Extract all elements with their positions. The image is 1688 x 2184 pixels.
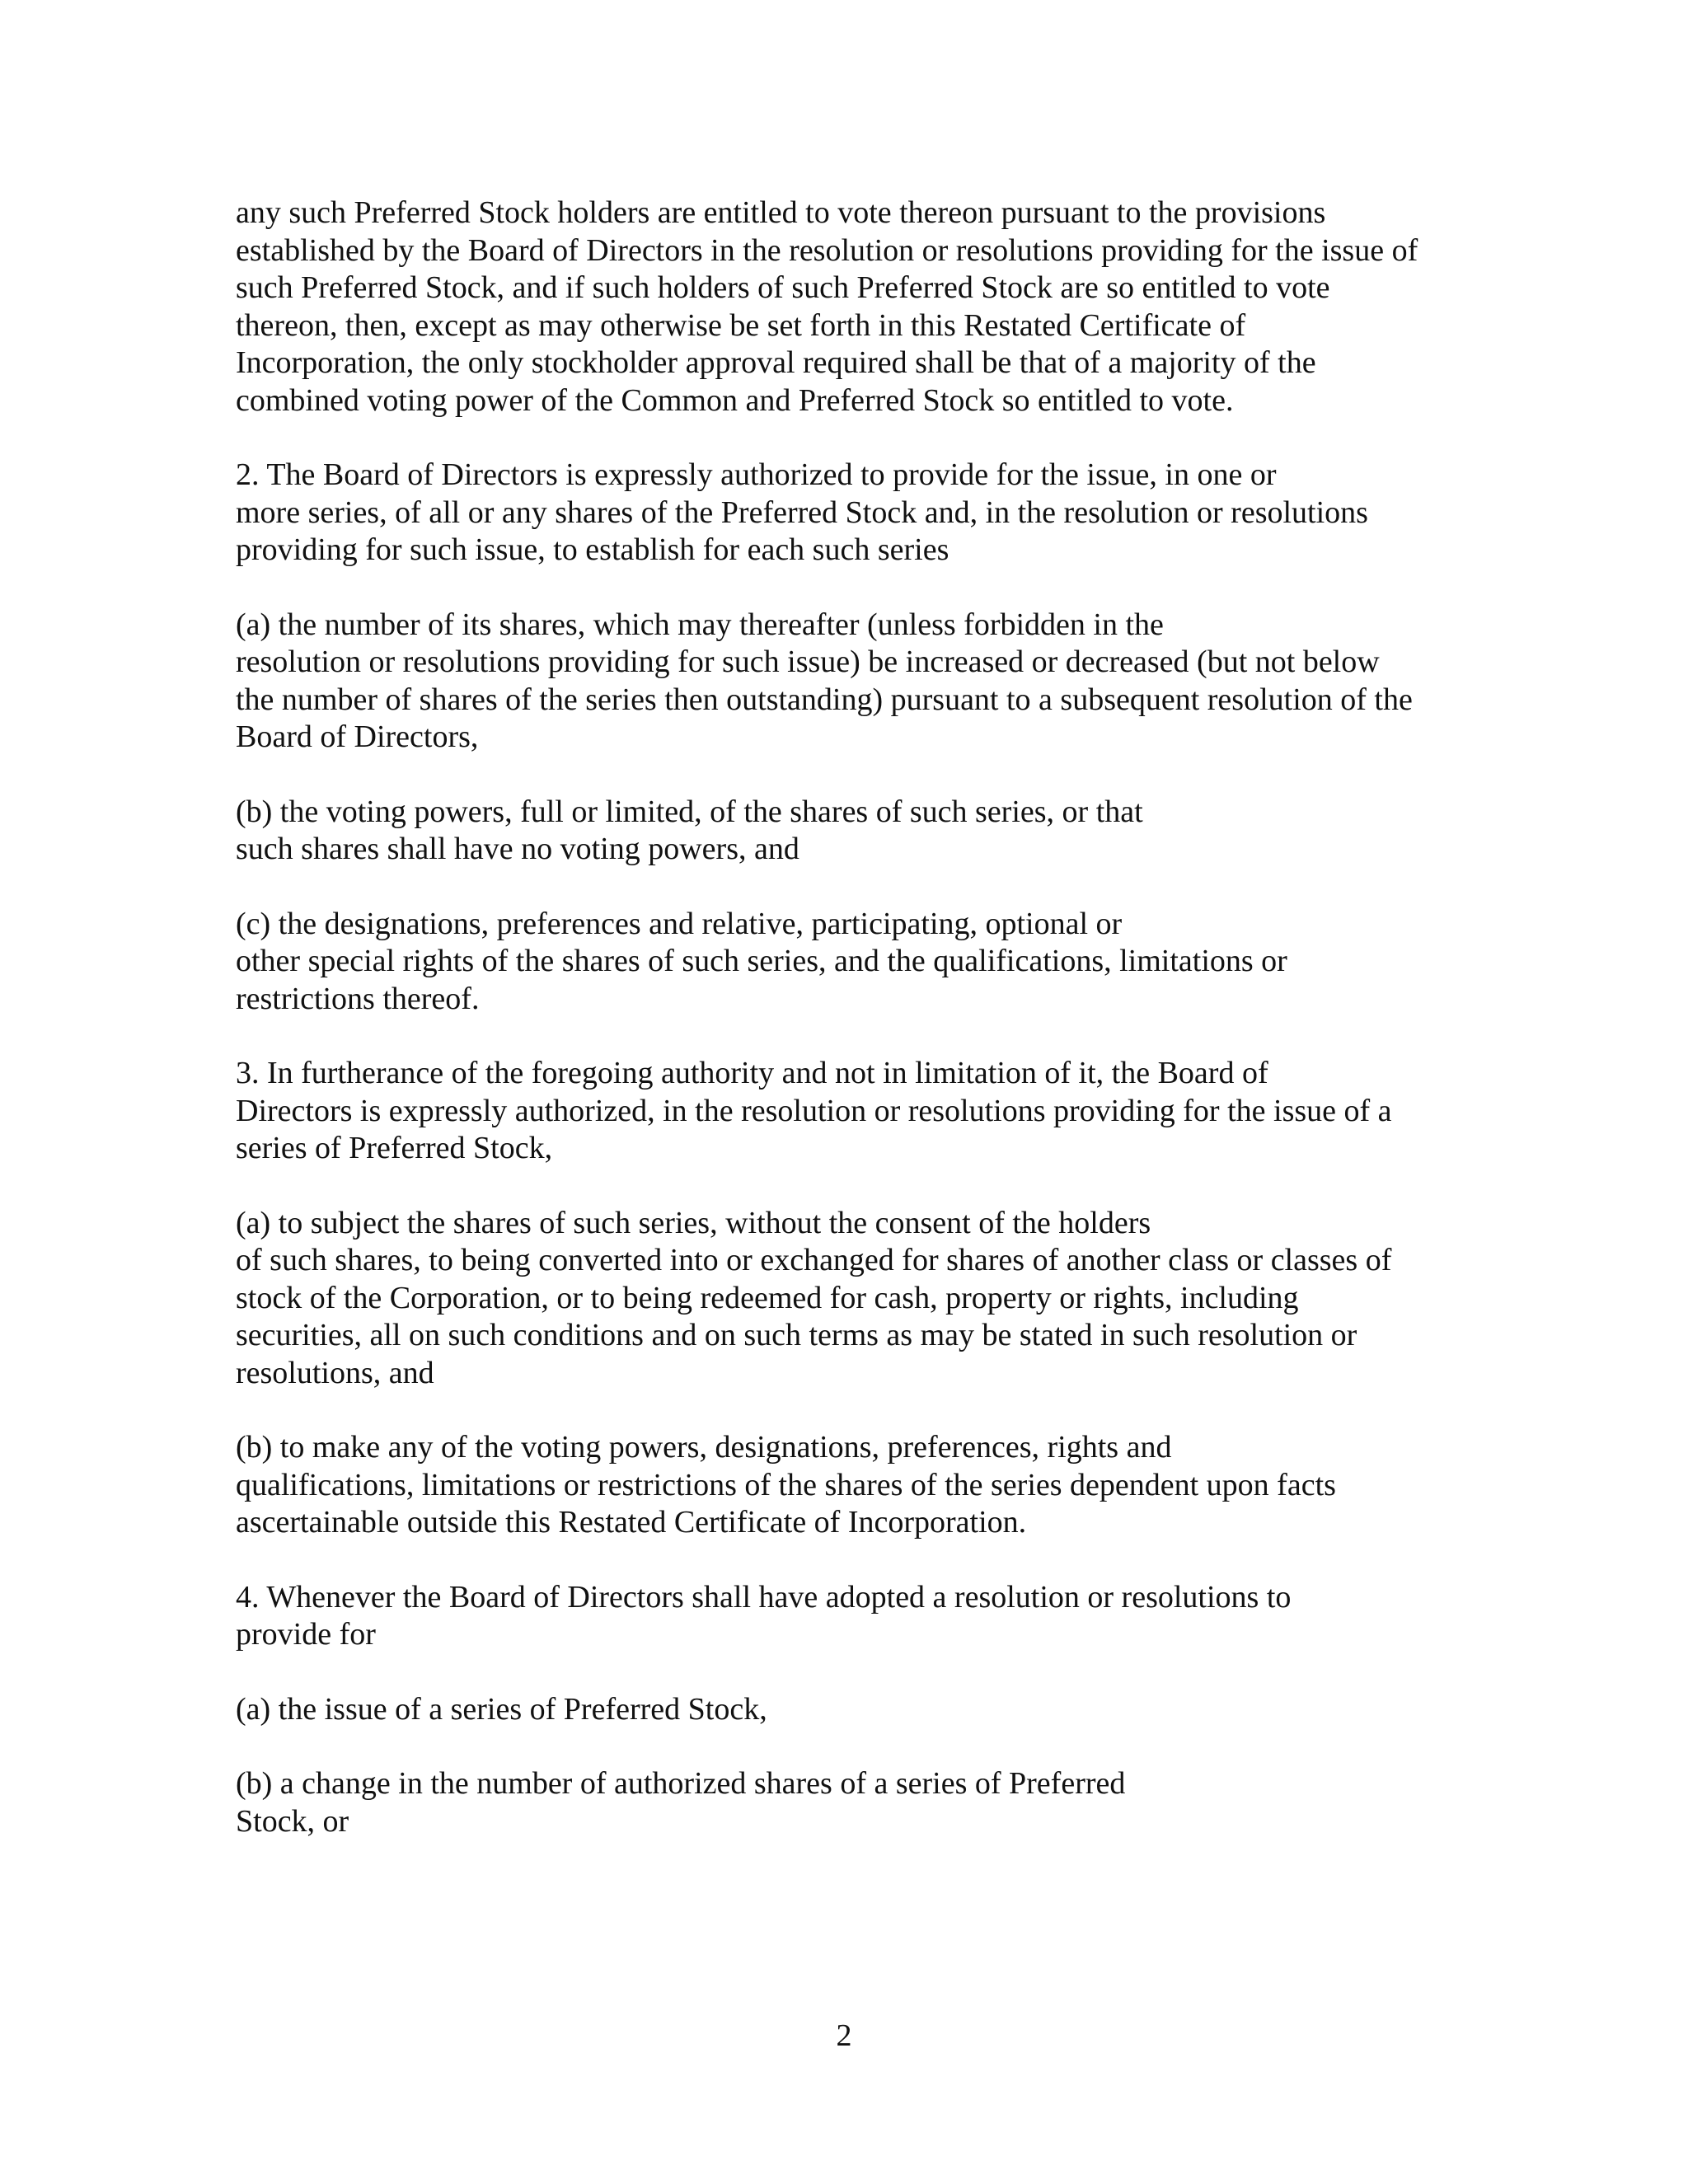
paragraph-2a-number-of-shares: (a) the number of its shares, which may thereafter (unless forbidden in the resolution or resolutions providing for such issue) be increased or decreased (but not below the number of shares of the series then outstanding) pursuant to a subsequent resolution of the Board of Directors, (236, 607, 1413, 754)
paragraph-4b-change: (b) a change in the number of authorized shares of a series of Preferred Stock, or (236, 1766, 1126, 1839)
paragraph-2c-designations: (c) the designations, preferences and relative, participating, optional or other special rights of the shares of such series, and the qualifications, limitations or restrictions thereof. (236, 906, 1287, 1016)
paragraph-4a-issue: (a) the issue of a series of Preferred Stock, (236, 1691, 767, 1727)
paragraph-voting-approval: any such Preferred Stock holders are entitled to vote thereon pursuant to the provisions established by the Board of Directors in the resolution or resolutions providing for the issue of such Preferred Stock, and if such holders of such Preferred Stock are so entitled to vote thereon, then, except as may otherwise be set forth in this Restated Certificate of Incorporation, the only stockholder approval required shall be that of a majority of the combined voting power of the Common and Preferred Stock so entitled to vote. (236, 195, 1418, 418)
paragraph-3-furtherance: 3. In furtherance of the foregoing authority and not in limitation of it, the Board of Directors is expressly authorized, in the resolution or resolutions providing for the issue of a series of Preferred Stock, (236, 1056, 1392, 1165)
paragraph-3b-dependent-facts: (b) to make any of the voting powers, designations, preferences, rights and qualifications, limitations or restrictions of the shares of the series dependent upon facts ascertainable outside this Restated Certificate of Incorporation. (236, 1430, 1336, 1540)
paragraph-3a-conversion: (a) to subject the shares of such series, without the consent of the holders of such shares, to being converted into or exchanged for shares of another class or classes of stock of the Corporation, or to being redeemed for cash, property or rights, including securities, all on such conditions and on such terms as may be stated in such resolution or resolutions, and (236, 1205, 1392, 1390)
paragraph-4-whenever: 4. Whenever the Board of Directors shall have adopted a resolution or resolutions to provide for (236, 1579, 1292, 1652)
paragraph-2b-voting-powers: (b) the voting powers, full or limited, of the shares of such series, or that such shares shall have no voting powers, and (236, 794, 1143, 866)
page-number: 2 (836, 2018, 852, 2053)
paragraph-2-board-authority: 2. The Board of Directors is expressly authorized to provide for the issue, in one or more series, of all or any shares of the Preferred Stock and, in the resolution or resolutions providing for such issue, to establish for each such series (236, 457, 1368, 567)
document-body (236, 194, 1472, 1877)
